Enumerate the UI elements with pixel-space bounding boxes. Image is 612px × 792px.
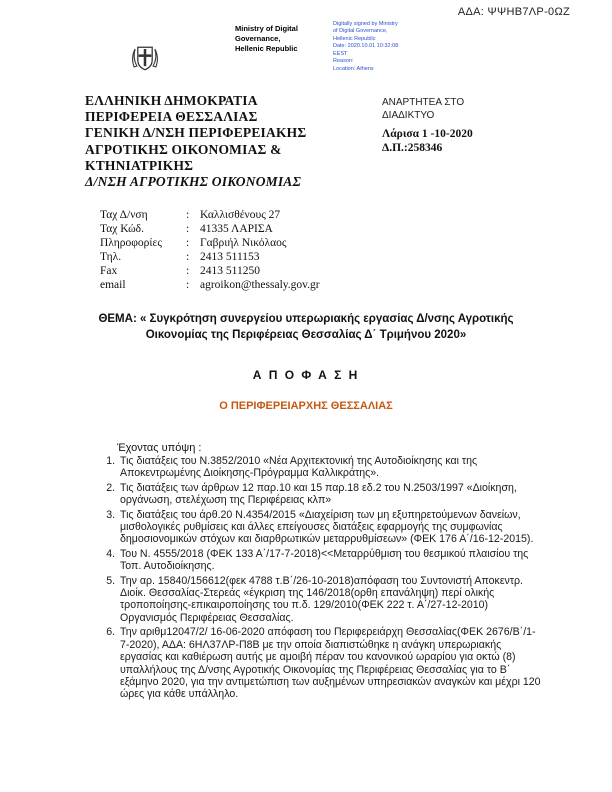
contact-separator: : bbox=[186, 279, 190, 291]
agency-line-directorate-general: ΓΕΝΙΚΗ Δ/ΝΣΗ ΠΕΡΙΦΕΡΕΙΑΚΗΣ bbox=[85, 125, 307, 141]
contact-label: Τηλ. bbox=[100, 251, 122, 263]
stamp-line: Hellenic Republic bbox=[333, 35, 376, 42]
agency-header bbox=[85, 93, 385, 190]
contact-value: 2413 511153 bbox=[200, 251, 260, 263]
legal-item: 1. Τις διατάξεις του Ν.3852/2010 «Νέα Αρχιτεκτονική της Αυτοδιοίκησης και της Αποκεντρωμένης Διοίκησης-Πρόγραμμα Καλλικράτης». bbox=[118, 455, 542, 480]
ministry-line: Governance, bbox=[235, 33, 281, 43]
contact-separator: : bbox=[186, 251, 190, 263]
stamp-line: Date: 2020.10.01 10:32:08 bbox=[333, 43, 399, 50]
contact-row bbox=[100, 250, 320, 264]
contact-separator: : bbox=[186, 209, 190, 221]
contact-separator: : bbox=[186, 237, 190, 249]
ministry-signature-block bbox=[235, 24, 331, 53]
contact-separator: : bbox=[186, 223, 190, 235]
stamp-line: of Digital Governance, bbox=[333, 28, 388, 35]
contact-label: Ταχ Κώδ. bbox=[100, 223, 144, 235]
legal-item: 5. Την αρ. 15840/156612(φεκ 4788 τ.Β΄/26-10-2018)απόφαση του Συντονιστή Αποκεντρ. Διοίκ. Θεσσαλίας-Στερεάς «έγκριση της 146/2018(ορθη επανάληψη) περί ολικής τροποποίησης-επικαιροποίησης του π.δ. 129/2010(ΦΕΚ 222 τ. Α΄/27-12-2010) Οργανισμός Περιφέρειας Θεσσαλίας. bbox=[118, 575, 542, 625]
contact-info-block bbox=[100, 208, 320, 292]
greek-coat-of-arms-icon bbox=[127, 40, 163, 76]
contact-row bbox=[100, 222, 320, 236]
contact-label: Πληροφορίες bbox=[100, 237, 162, 249]
contact-row bbox=[100, 278, 320, 292]
contact-email-value: agroikon@thessaly.gov.gr bbox=[200, 279, 320, 291]
legal-item: 6. Την αριθμ12047/2/ 16-06-2020 απόφαση του Περιφερειάρχη Θεσσαλίας(ΦΕΚ 2676/Β΄/1-7-2020), ΑΔΑ: 6ΗΛ37ΛΡ-Π8Β με την οποία διαπιστώθηκε η ανάγκη υπερωριακής εργασίας και καθιέρωση αυτής με αμοιβή πέραν του κανονικού ωραρίου για οκτώ (8) υπαλλήλους της Δ/νσης Αγροτικής Οικονομίας της Περιφέρειας Θεσσαλίας για το Β΄ εξάμηνο 2020, για την αντιμετώπιση των αυξημένων υπηρεσιακών αναγκών και μέχρι 120 ώρες για κάθε υπάλληλο. bbox=[118, 626, 542, 700]
having-regard-label: Έχοντας υπόψη : bbox=[117, 442, 202, 454]
ministry-line: Hellenic Republic bbox=[235, 43, 298, 53]
legal-item: 4. Του Ν. 4555/2018 (ΦΕΚ 133 Α΄/17-7-2018)<<Μεταρρύθμιση του θεσμικού πλαισίου της Τοπ. Αυτοδιοίκησης. bbox=[118, 548, 542, 573]
contact-separator: : bbox=[186, 265, 190, 277]
agency-line-economy: ΑΓΡΟΤΙΚΗΣ ΟΙΚΟΝΟΜΙΑΣ & bbox=[85, 141, 282, 157]
contact-label: Ταχ Δ/νση bbox=[100, 209, 148, 221]
stamp-line: Reason: bbox=[333, 58, 354, 65]
contact-label: email bbox=[100, 279, 126, 291]
contact-value: 2413 511250 bbox=[200, 265, 260, 277]
contact-row bbox=[100, 264, 320, 278]
contact-row bbox=[100, 208, 320, 222]
contact-row bbox=[100, 236, 320, 250]
agency-line-republic: ΕΛΛΗΝΙΚΗ ΔΗΜΟΚΡΑΤΙΑ bbox=[85, 93, 258, 108]
publish-line: ΔΙΑΔΙΚΤΥΟ bbox=[382, 109, 435, 121]
digital-signature-stamp bbox=[333, 21, 453, 73]
contact-value: 41335 ΛΑΡΙΣΑ bbox=[200, 223, 273, 235]
stamp-line: EEST bbox=[333, 50, 348, 57]
decision-authority-heading: Ο ΠΕΡΙΦΕΡΕΙΑΡΧΗΣ ΘΕΣΣΑΛΙΑΣ bbox=[219, 400, 393, 412]
legal-basis-list bbox=[100, 455, 542, 703]
stamp-line: Location: Athens bbox=[333, 65, 374, 72]
agency-line-veterinary: ΚΤΗΝΙΑΤΡΙΚΗΣ bbox=[85, 157, 194, 173]
publish-line: ΑΝΑΡΤΗΤΕΑ ΣΤΟ bbox=[382, 97, 465, 108]
protocol-number: Δ.Π.:258346 bbox=[382, 142, 443, 154]
agency-line-directorate: Δ/ΝΣΗ ΑΓΡΟΤΙΚΗΣ ΟΙΚΟΝΟΜΙΑΣ bbox=[85, 173, 302, 189]
stamp-line: Digitally signed by Ministry bbox=[333, 21, 398, 27]
decision-title: Α Π Ο Φ Α Σ Η bbox=[252, 368, 360, 382]
contact-value: Γαβριήλ Νικόλαος bbox=[200, 237, 287, 249]
ministry-line: Ministry of Digital bbox=[235, 24, 298, 33]
subject-line: ΘΕΜΑ: « Συγκρότηση συνεργείου υπερωριακής εργασίας Δ/νσης Αγροτικής Οικονομίας της Περιφέρειας Θεσσαλίας Δ΄ Τριμήνου 2020» bbox=[98, 313, 514, 341]
city-and-date: Λάρισα 1 -10-2020 bbox=[382, 128, 473, 140]
ada-number: ΑΔΑ: ΨΨΗΒ7ΛΡ-0ΩΖ bbox=[457, 6, 570, 18]
legal-item: 3. Τις διατάξεις του άρθ.20 Ν.4354/2015 «Διαχείριση των μη εξυπηρετούμενων δανείων, μισθολογικές ρυθμίσεις και άλλες επείγουσες διατάξεις εφαρμογής της συμφωνίας δημοσιονομικών στόχων και διαρθρωτικών μεταρρυθμίσεων» (ΦΕΚ 176 Α΄/16-12-2015). bbox=[118, 509, 542, 546]
agency-line-region: ΠΕΡΙΦΕΡΕΙΑ ΘΕΣΣΑΛΙΑΣ bbox=[85, 109, 258, 125]
contact-label: Fax bbox=[100, 265, 118, 277]
contact-value: Καλλισθένους 27 bbox=[200, 209, 281, 221]
legal-item: 2. Τις διατάξεις των άρθρων 12 παρ.10 και 15 παρ.18 εδ.2 του Ν.2503/1997 «Διοίκηση, οργάνωση, στελέχωση της Περιφέρειας κλπ» bbox=[118, 482, 542, 507]
publish-on-internet-note bbox=[382, 97, 464, 122]
